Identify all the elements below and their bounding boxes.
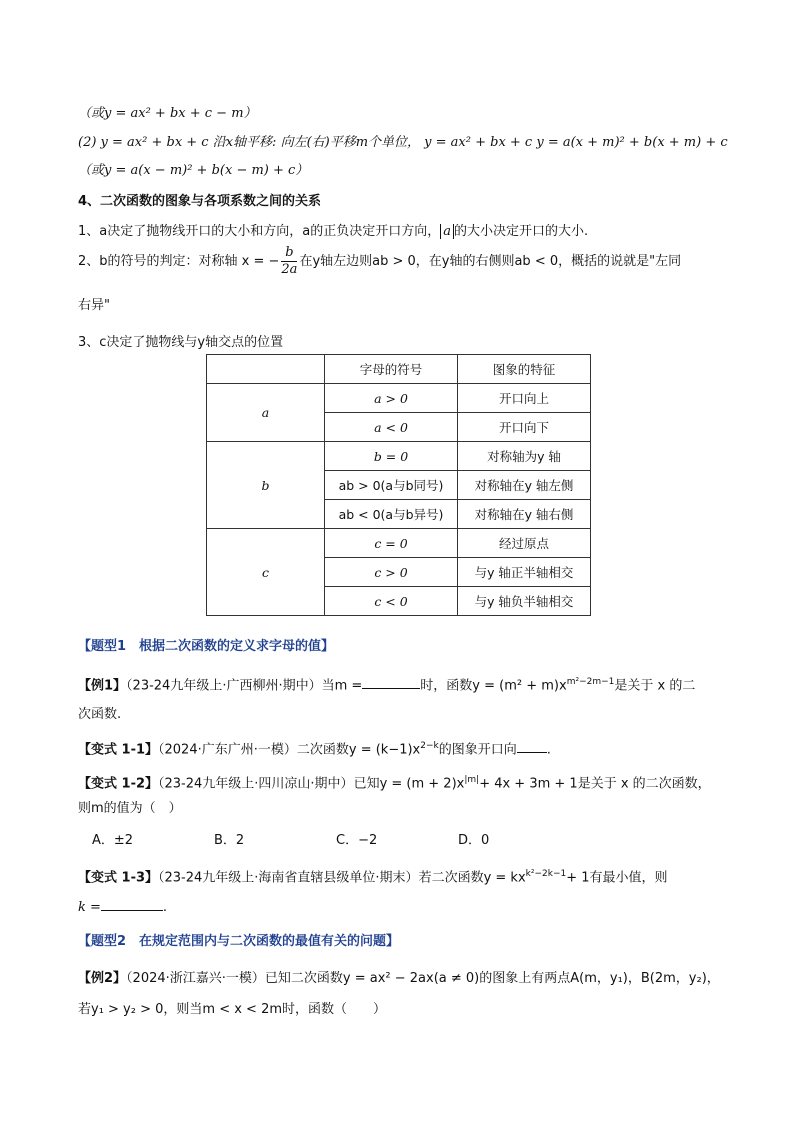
table-header-row: 字母的符号 图象的特征 [207,355,591,384]
horizontal-shift-line: (2) y = ax² + bx + c 沿x轴平移: 向左(右)平移m个单位， y = ax² + bx + c y = a(x + m)² + b(x + m) + c [78,135,728,150]
variant-1-3: 【变式 1-3】（23-24九年级上·海南省直辖县级单位·期末）若二次函数$y = kx^{k^2-2k-1}+ 1$有最小值，则 [78,869,668,886]
item-1: 1、a决定了抛物线开口的大小和方向，a的正负决定开口方向， a 的大小决定开口的大小. [78,224,589,239]
table-row: c c = 0 经过原点 [207,529,591,558]
table-row: a a > 0 开口向上 [207,384,591,413]
variant-1-1: 【变式 1-1】（2024·广东广州·一模）二次函数$y = (k-1)x^{2-k}$的图象开口向 . [78,736,551,760]
option-b[interactable]: B．2 [214,833,245,848]
option-c[interactable]: C．−2 [336,833,378,848]
example-1-continued: 次函数. [78,707,122,722]
table-row: ab < 0(a与b异号) 对称轴在y 轴右侧 [207,500,591,529]
answer-blank[interactable] [517,738,547,753]
abs-a: a [440,224,454,239]
option-a[interactable]: A．±2 [92,833,134,848]
variant-1-2: 【变式 1-2】（23-24九年级上·四川凉山·期中）已知$y = (m + 2)x^{|m|}+ 4x + 3m + 1$是关于 x 的二次函数， [78,775,711,792]
example-2-continued: 若y₁ > y₂ > 0，则当m < x < 2m时，函数（ ） [78,1002,387,1017]
topic-heading-1: 【题型1 根据二次函数的定义求字母的值】 [78,639,335,654]
coefficient-sign-table [206,354,591,616]
variant-1-3-continued: k = . [78,896,167,918]
alt-formula-line-2: （或y = a(x − m)² + b(x − m) + c） [78,163,309,178]
letter-cell: a [207,384,325,442]
topic-heading-2: 【题型2 在规定范围内与二次函数的最值有关的问题】 [78,934,400,949]
answer-blank[interactable] [101,896,163,911]
example-2: 【例2】（2024·浙江嘉兴·一模）已知二次函数y = ax² − 2ax(a ≠ 0)的图象上有两点A(m，y₁)，B(2m，y₂)， [78,971,720,986]
item-3: 3、c决定了抛物线与y轴交点的位置 [78,335,284,350]
letter-cell: c [207,529,325,616]
variant-1-2-options [92,831,580,851]
section-heading-4: 4、二次函数的图象与各项系数之间的关系 [78,194,322,209]
letter-cell: b [207,442,325,529]
variant-1-2-continued: 则m的值为（ ） [78,801,182,816]
example-1: 【例1】（23-24九年级上·广西柳州·期中）当m = 时，函数$y = (m^2 + m)x^{m^2-2m-1}$是关于 x 的二 [78,672,695,696]
table-row: c < 0 与y 轴负半轴相交 [207,587,591,616]
answer-blank[interactable] [362,674,420,689]
fraction-b-over-2a: $\frac{b}{2a}$ [281,245,298,277]
alt-formula-line-1: （或y = ax² + bx + c − m） [78,106,257,121]
item-2: 2、b的符号的判定：对称轴 x = − $\frac{b}{2a}$ 在y轴左边则ab > 0，在y轴的右侧则ab < 0，概括的说就是"左同 [78,245,682,277]
item-2-continued: 右异" [78,298,110,313]
option-d[interactable]: D．0 [458,833,490,848]
table-row: ab > 0(a与b同号) 对称轴在y 轴左侧 [207,471,591,500]
table-row: a < 0 开口向下 [207,413,591,442]
table-row: c > 0 与y 轴正半轴相交 [207,558,591,587]
table-row: b b = 0 对称轴为y 轴 [207,442,591,471]
